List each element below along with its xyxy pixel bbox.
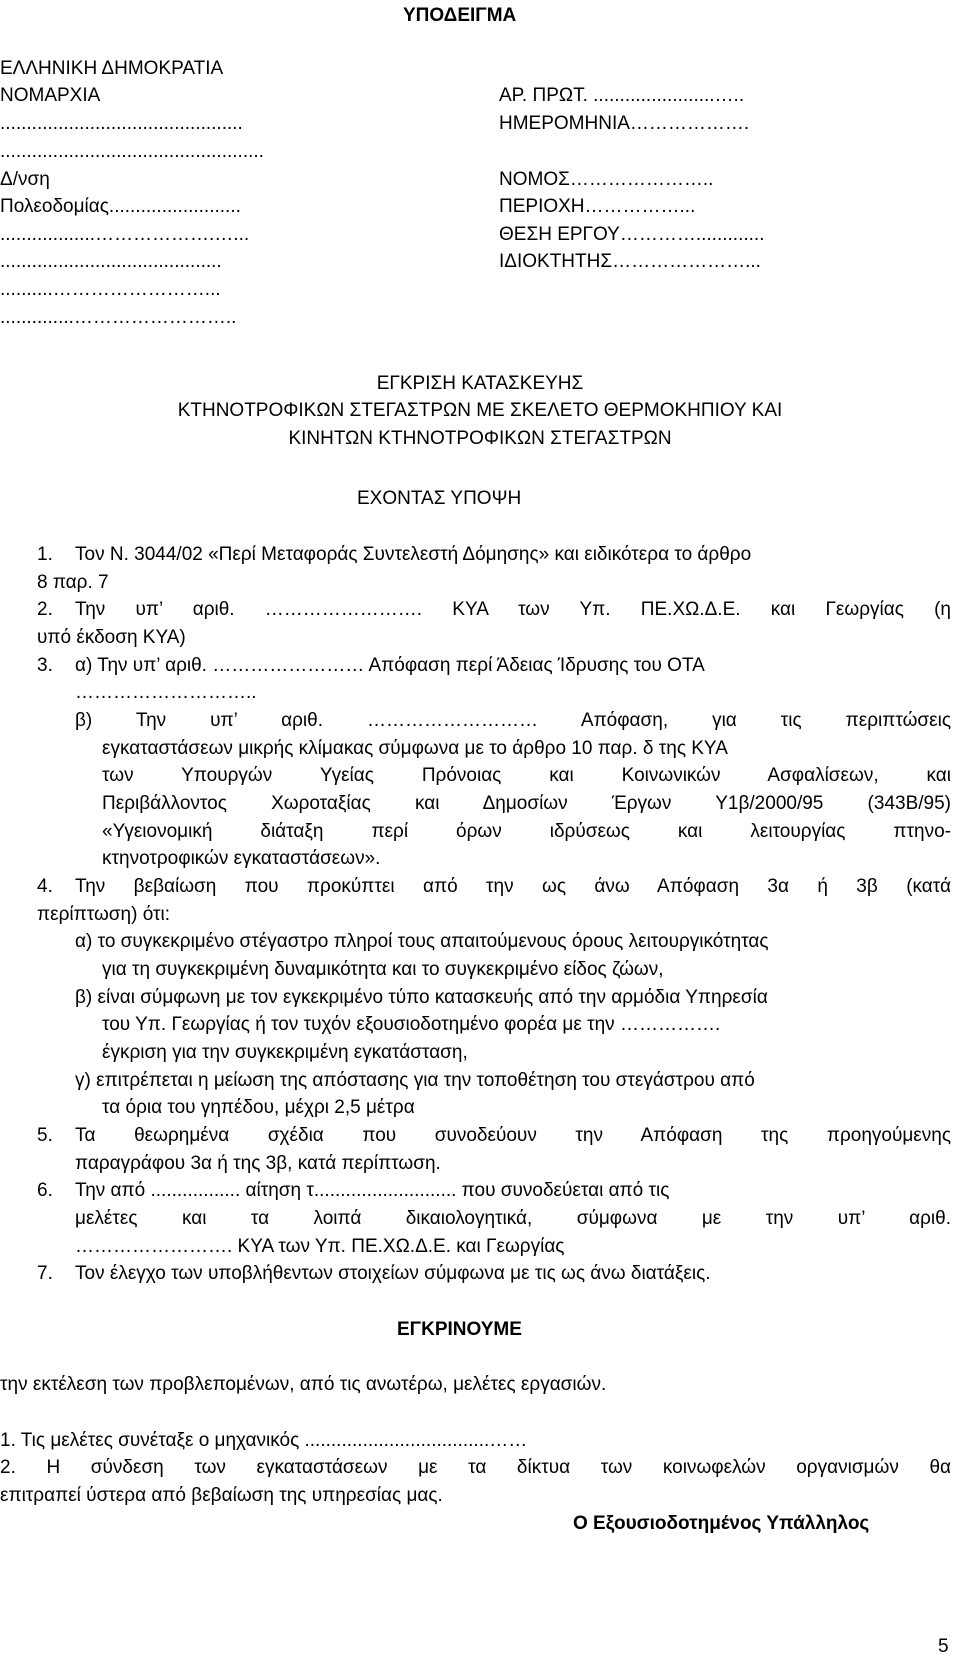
having-seen-heading: ΕΧΟΝΤΑΣ ΥΠΟΨΗ — [357, 488, 522, 509]
approve-heading: ΕΓΚΡΙΝΟΥΜΕ — [397, 1319, 522, 1340]
issuer-line: ..................……………….…... — [0, 224, 250, 245]
reference-line: ΙΔΙΟΚΤΗΤΗΣ…………………... — [499, 251, 761, 272]
item-text: γ) επιτρέπεται η μείωση της απόστασης για την τοποθέτηση του στεγάστρου από — [75, 1070, 755, 1091]
item-text: Τον Ν. 3044/02 «Περί Μεταφοράς Συντελεστή Δόμησης» και ειδικότερα το άρθρο — [75, 544, 752, 565]
issuer-line: ..........……………………... — [0, 279, 221, 300]
item-number: 2. — [37, 599, 53, 620]
issuer-line: .......................................... — [0, 251, 222, 272]
page-number: 5 — [938, 1636, 949, 1657]
item-text: α) το συγκεκριμένο στέγαστρο πληροί τους απαιτούμενους όρους λειτουργικότητας — [75, 931, 769, 952]
reference-line: ΗΜΕΡΟΜΗΝΙΑ………………. — [499, 113, 750, 134]
item-text: «Υγειονομική διάταξη περί όρων ιδρύσεως και λειτουργίας πτηνο- — [102, 821, 951, 842]
item-text: παραγράφου 3α ή της 3β, κατά περίπτωση. — [75, 1153, 441, 1174]
document-heading: ΥΠΟΔΕΙΓΜΑ — [403, 5, 517, 26]
item-text: ……………………….. — [75, 682, 257, 703]
item-text: υπό έκδοση ΚΥΑ) — [37, 627, 186, 648]
issuer-line: ..............…………………….. — [0, 307, 237, 328]
item-text: Την υπ’ αριθ. ……………………. ΚΥΑ των Υπ. ΠΕ.ΧΩ.Δ.Ε. και Γεωργίας (η — [75, 599, 951, 620]
item-number: 4. — [37, 876, 53, 897]
item-number: 5. — [37, 1125, 53, 1146]
item-text: Τα θεωρημένα σχέδια που συνοδεύουν την Απόφαση της προηγούμενης — [75, 1125, 951, 1146]
reference-line: ΑΡ. ΠΡΩΤ. .......................….. — [499, 85, 745, 106]
note-line: επιτραπεί ύστερα από βεβαίωση της υπηρεσίας μας. — [0, 1485, 443, 1506]
issuer-line: Πολεοδομίας......................... — [0, 196, 241, 217]
note-line: 1. Τις μελέτες συνέταξε ο μηχανικός ...................................…… — [0, 1430, 528, 1451]
item-number: 7. — [37, 1263, 53, 1284]
item-text: κτηνοτροφικών εγκαταστάσεων». — [102, 848, 381, 869]
issuer-line: ΝΟΜΑΡΧΙΑ — [0, 85, 101, 106]
item-text: του Υπ. Γεωργίας ή τον τυχόν εξουσιοδοτημένο φορέα με την ……………. — [102, 1014, 721, 1035]
item-text: β) Την υπ’ αριθ. ……………………… Απόφαση, για τις περιπτώσεις — [75, 710, 951, 731]
reference-line: ΘΕΣΗ ΕΡΓΟΥ…………............. — [499, 224, 765, 245]
item-number: 3. — [37, 655, 53, 676]
item-text: έγκριση για την συγκεκριμένη εγκατάσταση, — [102, 1042, 468, 1063]
title-line: ΚΙΝΗΤΩΝ ΚΤΗΝΟΤΡΟΦΙΚΩΝ ΣΤΕΓΑΣΤΡΩΝ — [288, 428, 672, 449]
signature: Ο Εξουσιοδοτημένος Υπάλληλος — [573, 1513, 870, 1534]
item-text: για τη συγκεκριμένη δυναμικότητα και το συγκεκριμένο είδος ζώων, — [102, 959, 664, 980]
note-line: 2. Η σύνδεση των εγκαταστάσεων με τα δίκτυα των κοινωφελών οργανισμών θα — [0, 1457, 951, 1478]
item-text: Την βεβαίωση που προκύπτει από την ως άνω Απόφαση 3α ή 3β (κατά — [75, 876, 951, 897]
item-number: 1. — [37, 544, 53, 565]
issuer-line: .................................................. — [0, 141, 264, 162]
item-text: Την από ................. αίτηση τ........................... που συνοδεύεται από τις — [75, 1180, 670, 1201]
item-number: 6. — [37, 1180, 53, 1201]
title-line: ΕΓΚΡΙΣΗ ΚΑΤΑΣΚΕΥΗΣ — [376, 373, 584, 394]
item-text: εγκαταστάσεων μικρής κλίμακας σύμφωνα με το άρθρο 10 παρ. δ της ΚΥΑ — [102, 738, 728, 759]
item-text: περίπτωση) ότι: — [37, 904, 170, 925]
item-text: β) είναι σύμφωνη με τον εγκεκριμένο τύπο κατασκευής από την αρμόδια Υπηρεσία — [75, 987, 768, 1008]
title-line: ΚΤΗΝΟΤΡΟΦΙΚΩΝ ΣΤΕΓΑΣΤΡΩΝ ΜΕ ΣΚΕΛΕΤΟ ΘΕΡΜΟΚΗΠΙΟΥ ΚΑΙ — [177, 400, 783, 421]
item-text: τα όρια του γηπέδου, μέχρι 2,5 μέτρα — [102, 1097, 415, 1118]
reference-line: ΝΟΜΟΣ………………….. — [499, 169, 714, 190]
item-text: μελέτες και τα λοιπά δικαιολογητικά, σύμφωνα με την υπ’ αριθ. — [75, 1208, 951, 1229]
reference-line: ΠΕΡΙΟΧΗ……………... — [499, 196, 696, 217]
issuer-line: ΕΛΛΗΝΙΚΗ ΔΗΜΟΚΡΑΤΙΑ — [0, 58, 224, 79]
item-text: α) Την υπ’ αριθ. …………………… Απόφαση περί Άδειας Ίδρυσης του ΟΤΑ — [75, 655, 705, 676]
item-text: 8 παρ. 7 — [37, 572, 109, 593]
approve-text: την εκτέλεση των προβλεπομένων, από τις ανωτέρω, μελέτες εργασιών. — [0, 1374, 607, 1395]
item-text: ……………………. ΚΥΑ των Υπ. ΠΕ.ΧΩ.Δ.Ε. και Γεωργίας — [75, 1236, 565, 1257]
item-text: Τον έλεγχο των υποβλήθεντων στοιχείων σύμφωνα με τις ως άνω διατάξεις. — [75, 1263, 711, 1284]
issuer-line: Δ/νση — [0, 169, 50, 190]
item-text: Περιβάλλοντος Χωροταξίας και Δημοσίων Έργων Υ1β/2000/95 (343Β/95) — [102, 793, 951, 814]
item-text: των Υπουργών Υγείας Πρόνοιας και Κοινωνικών Ασφαλίσεων, και — [102, 765, 951, 786]
issuer-line: .............................................. — [0, 113, 243, 134]
